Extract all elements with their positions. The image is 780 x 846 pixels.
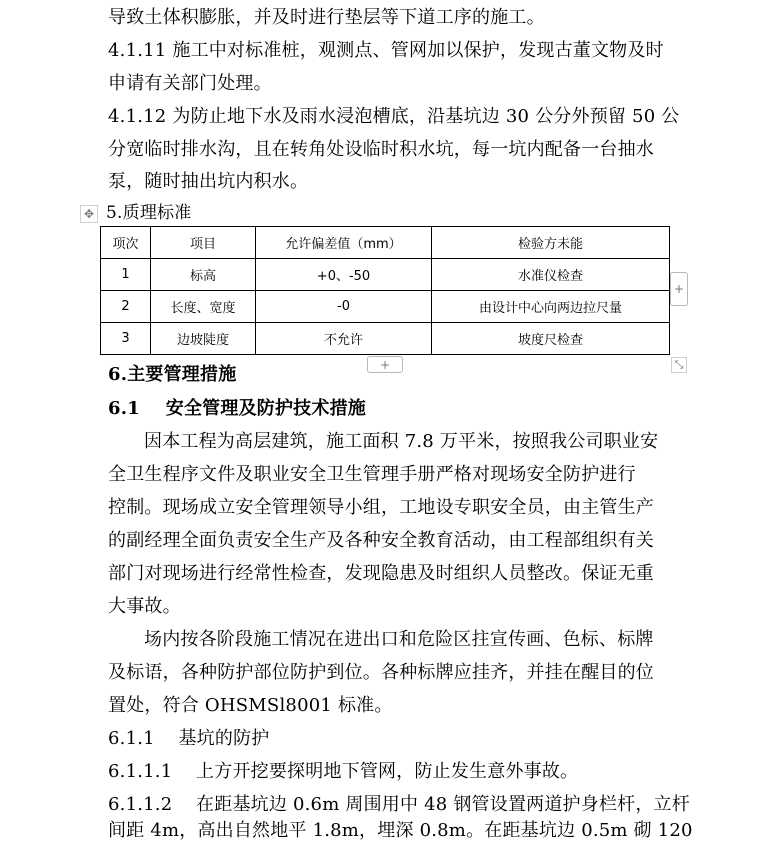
- paragraph-line: 间距 4m，高出自然地平 1.8m，埋深 0.8m。在距基坑边 0.5m 砌 120: [108, 820, 693, 841]
- table-row: [101, 291, 670, 323]
- table-row: [101, 323, 670, 355]
- table-cell: -0: [256, 291, 432, 323]
- subsection-heading: 6.1 安全管理及防护技术措施: [108, 398, 366, 419]
- table-cell: 水准仪检查: [432, 259, 670, 291]
- paragraph-line: 部门对现场进行经常性检查，发现隐患及时组织人员整改。保证无重: [108, 563, 654, 584]
- table-header-row: [101, 227, 670, 259]
- add-row-button[interactable]: +: [367, 356, 403, 373]
- table-resize-icon[interactable]: ⤡: [671, 357, 687, 373]
- paragraph-line: 申请有关部门处理。: [108, 73, 272, 94]
- table-cell: +0、-50: [256, 259, 432, 291]
- paragraph-line: 及标语，各种防护部位防护到位。各种标牌应挂齐，并挂在醒目的位: [108, 662, 654, 683]
- table-header-cell: 检验方未能: [432, 227, 670, 259]
- table-cell: 标高: [151, 259, 256, 291]
- paragraph-line: 大事故。: [108, 596, 181, 617]
- paragraph-line: 因本工程为高层建筑，施工面积 7.8 万平米，按照我公司职业安: [144, 431, 659, 452]
- table-cell: 1: [101, 259, 151, 291]
- subsection-heading: 6.1.1 基坑的防护: [108, 728, 270, 749]
- table-cell: 长度、宽度: [151, 291, 256, 323]
- quality-standard-table: [100, 226, 670, 355]
- paragraph-line: 泵，随时抽出坑内积水。: [108, 171, 309, 192]
- paragraph-line: 置处，符合 OHSMSl8001 标准。: [108, 695, 393, 716]
- paragraph-line: 全卫生程序文件及职业安全卫生管理手册严格对现场安全防护进行: [108, 464, 636, 485]
- paragraph-line: 4.1.11 施工中对标准桩，观测点、管网加以保护，发现古董文物及时: [108, 40, 664, 61]
- paragraph-line: 6.1.1.1 上方开挖要探明地下管网，防止发生意外事故。: [108, 761, 579, 782]
- table-row: [101, 259, 670, 291]
- table-header-cell: 项目: [151, 227, 256, 259]
- section-heading: 6.主要管理措施: [108, 364, 237, 385]
- table-cell: 由设计中心向两边拉尺量: [432, 291, 670, 323]
- paragraph-line: 场内按各阶段施工情况在进出口和危险区拄宣传画、色标、标牌: [144, 629, 654, 650]
- table-cell: 2: [101, 291, 151, 323]
- section-title: 5.质理标准: [106, 203, 192, 223]
- paragraph-line: 控制。现场成立安全管理领导小组，工地设专职安全员，由主管生产: [108, 497, 654, 518]
- table-cell: 边坡陡度: [151, 323, 256, 355]
- table-move-icon[interactable]: ✥: [80, 205, 98, 223]
- paragraph-line: 6.1.1.2 在距基坑边 0.6m 周围用中 48 钢管设置两道护身栏杆，立杆: [108, 794, 690, 815]
- table-cell: 3: [101, 323, 151, 355]
- table-header-cell: 允许偏差值（mm）: [256, 227, 432, 259]
- table-cell: 不允许: [256, 323, 432, 355]
- paragraph-line: 分宽临时排水沟，且在转角处设临时积水坑，每一坑内配备一台抽水: [108, 139, 654, 160]
- paragraph-line: 导致土体积膨胀，并及时进行垫层等下道工序的施工。: [108, 7, 545, 28]
- paragraph-line: 的副经理全面负责安全生产及各种安全教育活动，由工程部组织有关: [108, 530, 654, 551]
- table-cell: 坡度尺检查: [432, 323, 670, 355]
- add-column-button[interactable]: +: [670, 272, 688, 306]
- paragraph-line: 4.1.12 为防止地下水及雨水浸泡槽底，沿基坑边 30 公分外预留 50 公: [108, 106, 680, 127]
- table-header-cell: 项次: [101, 227, 151, 259]
